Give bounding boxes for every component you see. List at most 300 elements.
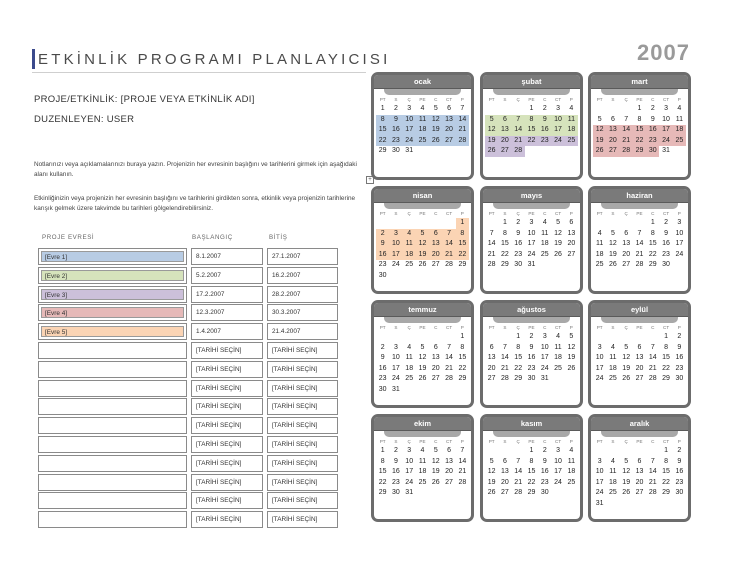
day-cell[interactable]: 8 xyxy=(376,115,389,126)
day-cell[interactable]: 20 xyxy=(442,125,455,136)
day-cell[interactable]: 29 xyxy=(527,489,536,496)
day-cell[interactable]: 8 xyxy=(529,457,534,465)
day-cell[interactable]: 25 xyxy=(609,375,617,382)
day-cell[interactable]: 17 xyxy=(595,364,604,372)
day-cell[interactable]: 4 xyxy=(677,105,682,112)
day-cell[interactable]: 23 xyxy=(538,136,551,147)
day-cell[interactable]: 26 xyxy=(567,364,576,372)
start-date-cell[interactable]: [TARİHİ SEÇİN] xyxy=(191,398,263,415)
day-cell[interactable]: 28 xyxy=(512,146,525,157)
day-cell[interactable]: 7 xyxy=(637,229,642,237)
phase-cell[interactable] xyxy=(38,380,187,397)
day-cell[interactable]: 9 xyxy=(650,115,655,123)
day-cell[interactable]: 11 xyxy=(675,115,683,123)
day-cell[interactable]: 2 xyxy=(542,447,547,454)
day-cell[interactable]: 18 xyxy=(595,250,604,258)
day-cell[interactable]: 19 xyxy=(609,250,617,258)
day-cell[interactable]: 12 xyxy=(418,354,427,361)
day-cell[interactable]: 9 xyxy=(389,115,402,126)
day-cell[interactable]: 8 xyxy=(516,343,521,351)
day-cell[interactable]: 16 xyxy=(646,125,659,136)
day-cell[interactable]: 20 xyxy=(635,478,644,486)
day-cell[interactable]: 28 xyxy=(648,375,657,382)
day-cell[interactable]: 21 xyxy=(620,136,633,147)
day-cell[interactable]: 21 xyxy=(514,478,523,486)
end-date-cell[interactable]: [TARİHİ SEÇİN] xyxy=(267,398,338,415)
day-cell[interactable]: 18 xyxy=(554,354,562,361)
day-cell[interactable]: 15 xyxy=(633,125,646,136)
day-cell[interactable]: 23 xyxy=(662,250,670,258)
start-date-cell[interactable]: [TARİHİ SEÇİN] xyxy=(191,380,263,397)
day-cell[interactable]: 13 xyxy=(622,240,631,247)
day-cell[interactable]: 15 xyxy=(501,240,509,247)
day-cell[interactable]: 29 xyxy=(378,489,387,496)
day-cell[interactable]: 26 xyxy=(487,489,496,496)
day-cell[interactable]: 2 xyxy=(664,219,669,226)
day-cell[interactable]: 8 xyxy=(380,457,385,465)
day-cell[interactable]: 5 xyxy=(485,115,498,126)
day-cell[interactable]: 1 xyxy=(502,219,507,226)
day-cell[interactable]: 16 xyxy=(527,354,536,361)
day-cell[interactable]: 6 xyxy=(637,457,642,465)
end-date-cell[interactable]: [TARİHİ SEÇİN] xyxy=(267,511,338,528)
end-date-cell[interactable]: [TARİHİ SEÇİN] xyxy=(267,417,338,434)
day-cell[interactable]: 14 xyxy=(487,240,496,247)
day-cell[interactable]: 22 xyxy=(456,250,469,261)
day-cell[interactable]: 1 xyxy=(529,447,534,454)
start-date-cell[interactable]: [TARİHİ SEÇİN] xyxy=(191,342,263,359)
day-cell[interactable]: 28 xyxy=(514,489,523,496)
day-cell[interactable]: 24 xyxy=(595,489,604,496)
end-date-cell[interactable]: [TARİHİ SEÇİN] xyxy=(267,492,338,509)
day-cell[interactable]: 12 xyxy=(416,239,429,250)
day-cell[interactable]: 20 xyxy=(622,250,631,258)
day-cell[interactable]: 16 xyxy=(392,468,400,475)
day-cell[interactable]: 26 xyxy=(622,489,631,496)
day-cell[interactable]: 23 xyxy=(378,261,387,268)
day-cell[interactable]: 26 xyxy=(622,375,631,382)
day-cell[interactable]: 26 xyxy=(418,375,427,382)
day-cell[interactable]: 30 xyxy=(514,261,523,268)
day-cell[interactable]: 22 xyxy=(648,250,657,258)
day-cell[interactable]: 25 xyxy=(609,489,617,496)
day-cell[interactable]: 22 xyxy=(514,364,523,372)
day-cell[interactable]: 27 xyxy=(501,489,509,496)
day-cell[interactable]: 5 xyxy=(624,343,629,351)
day-cell[interactable]: 2 xyxy=(529,333,534,340)
day-cell[interactable]: 14 xyxy=(648,468,657,475)
day-cell[interactable]: 1 xyxy=(456,218,469,229)
day-cell[interactable]: 31 xyxy=(595,499,604,507)
day-cell[interactable]: 29 xyxy=(501,261,509,268)
day-cell[interactable]: 11 xyxy=(416,115,429,126)
day-cell[interactable]: 28 xyxy=(458,478,467,486)
day-cell[interactable]: 17 xyxy=(403,125,416,136)
day-cell[interactable]: 16 xyxy=(376,250,389,261)
day-cell[interactable]: 5 xyxy=(416,229,429,240)
day-cell[interactable]: 9 xyxy=(529,343,534,351)
day-cell[interactable]: 11 xyxy=(565,115,578,126)
day-cell[interactable]: 17 xyxy=(551,125,564,136)
day-cell[interactable]: 29 xyxy=(633,146,646,157)
start-date-cell[interactable]: 5.2.2007 xyxy=(191,267,263,284)
day-cell[interactable]: 15 xyxy=(456,239,469,250)
day-cell[interactable]: 6 xyxy=(433,343,438,351)
day-cell[interactable]: 22 xyxy=(378,478,387,486)
day-cell[interactable]: 5 xyxy=(597,115,602,123)
instructions-paragraph[interactable]: Etkinliğinizin veya projenizin her evresinin başlığını ve tarihlerini girdikten sonra, etkinlik veya projenizin tarihlerine karışık gelmek üzere takvimde bu tarihleri gölgelendirebilirsiniz. xyxy=(34,195,356,212)
day-cell[interactable]: 19 xyxy=(554,240,562,247)
day-cell[interactable]: 20 xyxy=(429,250,442,261)
day-cell[interactable]: 13 xyxy=(431,354,440,361)
day-cell[interactable]: 1 xyxy=(516,333,521,340)
day-cell[interactable]: 26 xyxy=(431,478,440,486)
day-cell[interactable]: 4 xyxy=(542,219,547,226)
day-cell[interactable]: 10 xyxy=(551,115,564,126)
day-cell[interactable]: 31 xyxy=(405,489,414,496)
day-cell[interactable]: 25 xyxy=(565,136,578,147)
day-cell[interactable]: 30 xyxy=(378,271,387,279)
day-cell[interactable]: 24 xyxy=(405,478,414,486)
day-cell[interactable]: 12 xyxy=(622,468,631,475)
day-cell[interactable]: 12 xyxy=(485,125,498,136)
day-cell[interactable]: 19 xyxy=(567,354,576,361)
day-cell[interactable]: 14 xyxy=(442,239,455,250)
organizer-name[interactable]: DUZENLEYEN: USER xyxy=(34,114,135,125)
day-cell[interactable]: 4 xyxy=(597,229,602,237)
day-cell[interactable]: 28 xyxy=(456,136,469,147)
day-cell[interactable]: 3 xyxy=(597,343,602,351)
day-cell[interactable]: 26 xyxy=(429,136,442,147)
day-cell[interactable]: 4 xyxy=(420,105,425,112)
day-cell[interactable]: 31 xyxy=(527,261,536,268)
day-cell[interactable]: 18 xyxy=(565,125,578,136)
day-cell[interactable]: 10 xyxy=(403,115,416,126)
phase-cell[interactable] xyxy=(38,436,187,453)
day-cell[interactable]: 3 xyxy=(407,105,412,112)
day-cell[interactable]: 2 xyxy=(516,219,521,226)
day-cell[interactable]: 28 xyxy=(445,261,453,268)
day-cell[interactable]: 19 xyxy=(622,364,631,372)
day-cell[interactable]: 15 xyxy=(662,354,670,361)
start-date-cell[interactable]: 17.2.2007 xyxy=(191,286,263,303)
day-cell[interactable]: 9 xyxy=(393,457,398,465)
day-cell[interactable]: 29 xyxy=(648,261,657,268)
day-cell[interactable]: 28 xyxy=(487,261,496,268)
end-date-cell[interactable]: 16.2.2007 xyxy=(267,267,338,284)
day-cell[interactable]: 26 xyxy=(593,146,606,157)
start-date-cell[interactable]: 12.3.2007 xyxy=(191,304,263,321)
day-cell[interactable]: 6 xyxy=(569,219,574,226)
day-cell[interactable]: 25 xyxy=(418,478,427,486)
day-cell[interactable]: 16 xyxy=(540,468,549,475)
day-cell[interactable]: 9 xyxy=(677,343,682,351)
day-cell[interactable]: 12 xyxy=(622,354,631,361)
phase-cell[interactable] xyxy=(38,267,187,284)
day-cell[interactable]: 30 xyxy=(646,146,659,157)
day-cell[interactable]: 23 xyxy=(675,478,684,486)
day-cell[interactable]: 19 xyxy=(429,125,442,136)
day-cell[interactable]: 31 xyxy=(540,375,549,382)
day-cell[interactable]: 30 xyxy=(675,489,684,496)
day-cell[interactable]: 5 xyxy=(610,229,615,237)
day-cell[interactable]: 3 xyxy=(677,219,682,226)
day-cell[interactable]: 6 xyxy=(637,343,642,351)
day-cell[interactable]: 25 xyxy=(595,261,604,268)
day-cell[interactable]: 17 xyxy=(527,240,536,247)
day-cell[interactable]: 6 xyxy=(489,343,494,351)
day-cell[interactable]: 27 xyxy=(442,136,455,147)
day-cell[interactable]: 25 xyxy=(540,250,549,258)
day-cell[interactable]: 14 xyxy=(456,115,469,126)
day-cell[interactable]: 23 xyxy=(392,478,400,486)
day-cell[interactable]: 2 xyxy=(380,343,385,351)
day-cell[interactable]: 3 xyxy=(393,343,398,351)
day-cell[interactable]: 4 xyxy=(569,447,574,454)
day-cell[interactable]: 17 xyxy=(389,250,402,261)
day-cell[interactable]: 14 xyxy=(648,354,657,361)
day-cell[interactable]: 6 xyxy=(610,115,615,123)
day-cell[interactable]: 2 xyxy=(393,105,398,112)
day-cell[interactable]: 23 xyxy=(540,478,549,486)
day-cell[interactable]: 3 xyxy=(389,229,402,240)
day-cell[interactable]: 30 xyxy=(662,261,670,268)
day-cell[interactable]: 28 xyxy=(445,375,453,382)
day-cell[interactable]: 23 xyxy=(514,250,523,258)
end-date-cell[interactable]: [TARİHİ SEÇİN] xyxy=(267,342,338,359)
start-date-cell[interactable]: [TARİHİ SEÇİN] xyxy=(191,361,263,378)
day-cell[interactable]: 9 xyxy=(376,239,389,250)
day-cell[interactable]: 21 xyxy=(648,364,657,372)
day-cell[interactable]: 16 xyxy=(378,364,387,372)
phase-cell[interactable] xyxy=(38,474,187,491)
day-cell[interactable]: 11 xyxy=(541,229,549,237)
day-cell[interactable]: 31 xyxy=(392,385,400,393)
day-cell[interactable]: 14 xyxy=(514,468,523,475)
day-cell[interactable]: 10 xyxy=(595,468,604,475)
day-cell[interactable]: 10 xyxy=(405,457,414,465)
day-cell[interactable]: 27 xyxy=(635,489,644,496)
day-cell[interactable]: 14 xyxy=(620,125,633,136)
day-cell[interactable]: 25 xyxy=(567,478,576,486)
day-cell[interactable]: 30 xyxy=(378,385,387,393)
day-cell[interactable]: 18 xyxy=(403,250,416,261)
day-cell[interactable]: 27 xyxy=(635,375,644,382)
day-cell[interactable]: 23 xyxy=(646,136,659,147)
day-cell[interactable]: 8 xyxy=(664,343,669,351)
day-cell[interactable]: 10 xyxy=(554,457,562,465)
day-cell[interactable]: 21 xyxy=(458,468,467,475)
phase-cell[interactable] xyxy=(38,342,187,359)
day-cell[interactable]: 7 xyxy=(447,343,452,351)
day-cell[interactable]: 14 xyxy=(501,354,509,361)
day-cell[interactable]: 8 xyxy=(460,343,465,351)
end-date-cell[interactable]: [TARİHİ SEÇİN] xyxy=(267,361,338,378)
day-cell[interactable]: 14 xyxy=(445,354,453,361)
day-cell[interactable]: 25 xyxy=(405,375,414,382)
day-cell[interactable]: 16 xyxy=(662,240,670,247)
phase-cell[interactable] xyxy=(38,304,187,321)
day-cell[interactable]: 6 xyxy=(624,229,629,237)
day-cell[interactable]: 17 xyxy=(675,240,684,247)
day-cell[interactable]: 7 xyxy=(460,447,465,454)
day-cell[interactable]: 3 xyxy=(664,105,669,112)
day-cell[interactable]: 30 xyxy=(540,489,549,496)
day-cell[interactable]: 30 xyxy=(392,489,400,496)
day-cell[interactable]: 5 xyxy=(624,457,629,465)
day-cell[interactable]: 11 xyxy=(405,354,413,361)
start-date-cell[interactable]: [TARİHİ SEÇİN] xyxy=(191,417,263,434)
day-cell[interactable]: 18 xyxy=(567,468,576,475)
day-cell[interactable]: 13 xyxy=(567,229,576,237)
day-cell[interactable]: 7 xyxy=(502,343,507,351)
day-cell[interactable]: 7 xyxy=(650,343,655,351)
day-cell[interactable]: 13 xyxy=(501,468,509,475)
day-cell[interactable]: 27 xyxy=(445,478,453,486)
day-cell[interactable]: 12 xyxy=(429,115,442,126)
day-cell[interactable]: 29 xyxy=(378,147,387,154)
day-cell[interactable]: 3 xyxy=(407,447,412,454)
day-cell[interactable]: 19 xyxy=(487,478,496,486)
day-cell[interactable]: 10 xyxy=(540,343,549,351)
day-cell[interactable]: 9 xyxy=(538,115,551,126)
day-cell[interactable]: 25 xyxy=(405,261,414,268)
day-cell[interactable]: 7 xyxy=(624,115,629,123)
day-cell[interactable]: 17 xyxy=(405,468,414,475)
day-cell[interactable]: 24 xyxy=(551,136,564,147)
day-cell[interactable]: 18 xyxy=(540,240,549,247)
day-cell[interactable]: 1 xyxy=(460,333,465,340)
day-cell[interactable]: 1 xyxy=(664,447,669,454)
day-cell[interactable]: 17 xyxy=(540,354,549,361)
day-cell[interactable]: 12 xyxy=(593,125,606,136)
day-cell[interactable]: 21 xyxy=(635,250,644,258)
day-cell[interactable]: 18 xyxy=(609,478,617,486)
day-cell[interactable]: 27 xyxy=(606,146,619,157)
day-cell[interactable]: 4 xyxy=(420,447,425,454)
day-cell[interactable]: 27 xyxy=(487,375,496,382)
day-cell[interactable]: 27 xyxy=(431,375,440,382)
day-cell[interactable]: 9 xyxy=(677,457,682,465)
day-cell[interactable]: 18 xyxy=(418,468,427,475)
day-cell[interactable]: 13 xyxy=(635,468,644,475)
day-cell[interactable]: 26 xyxy=(485,146,498,157)
day-cell[interactable]: 23 xyxy=(378,375,387,382)
day-cell[interactable]: 10 xyxy=(389,239,402,250)
day-cell[interactable]: 1 xyxy=(380,105,385,112)
day-cell[interactable]: 6 xyxy=(498,115,511,126)
day-cell[interactable]: 8 xyxy=(456,229,469,240)
end-date-cell[interactable]: [TARİHİ SEÇİN] xyxy=(267,436,338,453)
day-cell[interactable]: 29 xyxy=(662,375,670,382)
day-cell[interactable]: 26 xyxy=(554,250,562,258)
phase-cell[interactable] xyxy=(38,511,187,528)
day-cell[interactable]: 29 xyxy=(662,489,670,496)
end-date-cell[interactable]: 21.4.2007 xyxy=(267,323,338,340)
day-cell[interactable]: 4 xyxy=(610,343,615,351)
day-cell[interactable]: 28 xyxy=(620,146,633,157)
day-cell[interactable]: 1 xyxy=(664,333,669,340)
day-cell[interactable]: 10 xyxy=(595,354,604,361)
day-cell[interactable]: 12 xyxy=(431,457,440,465)
day-cell[interactable]: 19 xyxy=(485,136,498,147)
day-cell[interactable]: 19 xyxy=(622,478,631,486)
day-cell[interactable]: 20 xyxy=(498,136,511,147)
phase-cell[interactable] xyxy=(38,361,187,378)
day-cell[interactable]: 20 xyxy=(445,468,453,475)
day-cell[interactable]: 12 xyxy=(487,468,496,475)
day-cell[interactable]: 8 xyxy=(525,115,538,126)
day-cell[interactable]: 5 xyxy=(420,343,425,351)
day-cell[interactable]: 17 xyxy=(659,125,672,136)
phase-cell[interactable] xyxy=(38,417,187,434)
day-cell[interactable]: 4 xyxy=(569,105,574,112)
day-cell[interactable]: 6 xyxy=(447,105,452,112)
end-date-cell[interactable]: [TARİHİ SEÇİN] xyxy=(267,474,338,491)
day-cell[interactable]: 13 xyxy=(487,354,496,361)
day-cell[interactable]: 22 xyxy=(662,478,670,486)
day-cell[interactable]: 28 xyxy=(635,261,644,268)
day-cell[interactable]: 13 xyxy=(606,125,619,136)
end-date-cell[interactable]: 30.3.2007 xyxy=(267,304,338,321)
day-cell[interactable]: 30 xyxy=(675,375,684,382)
day-cell[interactable]: 6 xyxy=(429,229,442,240)
day-cell[interactable]: 13 xyxy=(429,239,442,250)
day-cell[interactable]: 25 xyxy=(554,364,562,372)
day-cell[interactable]: 16 xyxy=(538,125,551,136)
day-cell[interactable]: 9 xyxy=(380,354,385,361)
day-cell[interactable]: 16 xyxy=(514,240,523,247)
day-cell[interactable]: 6 xyxy=(502,457,507,465)
day-cell[interactable]: 29 xyxy=(458,261,467,268)
day-cell[interactable]: 9 xyxy=(516,229,521,237)
day-cell[interactable]: 11 xyxy=(554,343,562,351)
day-cell[interactable]: 3 xyxy=(542,333,547,340)
start-date-cell[interactable]: [TARİHİ SEÇİN] xyxy=(191,492,263,509)
day-cell[interactable]: 23 xyxy=(675,364,684,372)
day-cell[interactable]: 27 xyxy=(567,250,576,258)
day-cell[interactable]: 15 xyxy=(527,468,536,475)
day-cell[interactable]: 17 xyxy=(595,478,604,486)
day-cell[interactable]: 12 xyxy=(554,229,562,237)
day-cell[interactable]: 17 xyxy=(554,468,562,475)
day-cell[interactable]: 15 xyxy=(514,354,523,361)
day-cell[interactable]: 13 xyxy=(498,125,511,136)
day-cell[interactable]: 3 xyxy=(556,447,561,454)
notes-paragraph[interactable]: Notlarınızı veya açıklamalarınızı buraya yazın. Projenizin her evresinin başlığını ve tarihlerini girmek için aşağıdaki alanı kullanın. xyxy=(34,161,357,178)
day-cell[interactable]: 21 xyxy=(456,125,469,136)
end-date-cell[interactable]: 28.2.2007 xyxy=(267,286,338,303)
day-cell[interactable]: 20 xyxy=(635,364,644,372)
day-cell[interactable]: 17 xyxy=(392,364,400,372)
day-cell[interactable]: 14 xyxy=(512,125,525,136)
day-cell[interactable]: 20 xyxy=(431,364,440,372)
day-cell[interactable]: 8 xyxy=(650,229,655,237)
day-cell[interactable]: 9 xyxy=(542,457,547,465)
day-cell[interactable]: 24 xyxy=(392,261,400,268)
day-cell[interactable]: 7 xyxy=(460,105,465,112)
day-cell[interactable]: 12 xyxy=(567,343,576,351)
day-cell[interactable]: 14 xyxy=(635,240,644,247)
day-cell[interactable]: 26 xyxy=(609,261,617,268)
day-cell[interactable]: 4 xyxy=(407,343,412,351)
day-cell[interactable]: 10 xyxy=(527,229,536,237)
start-date-cell[interactable]: 8.1.2007 xyxy=(191,248,263,265)
day-cell[interactable]: 3 xyxy=(529,219,534,226)
day-cell[interactable]: 8 xyxy=(637,115,642,123)
start-date-cell[interactable]: [TARİHİ SEÇİN] xyxy=(191,511,263,528)
start-date-cell[interactable]: [TARİHİ SEÇİN] xyxy=(191,436,263,453)
